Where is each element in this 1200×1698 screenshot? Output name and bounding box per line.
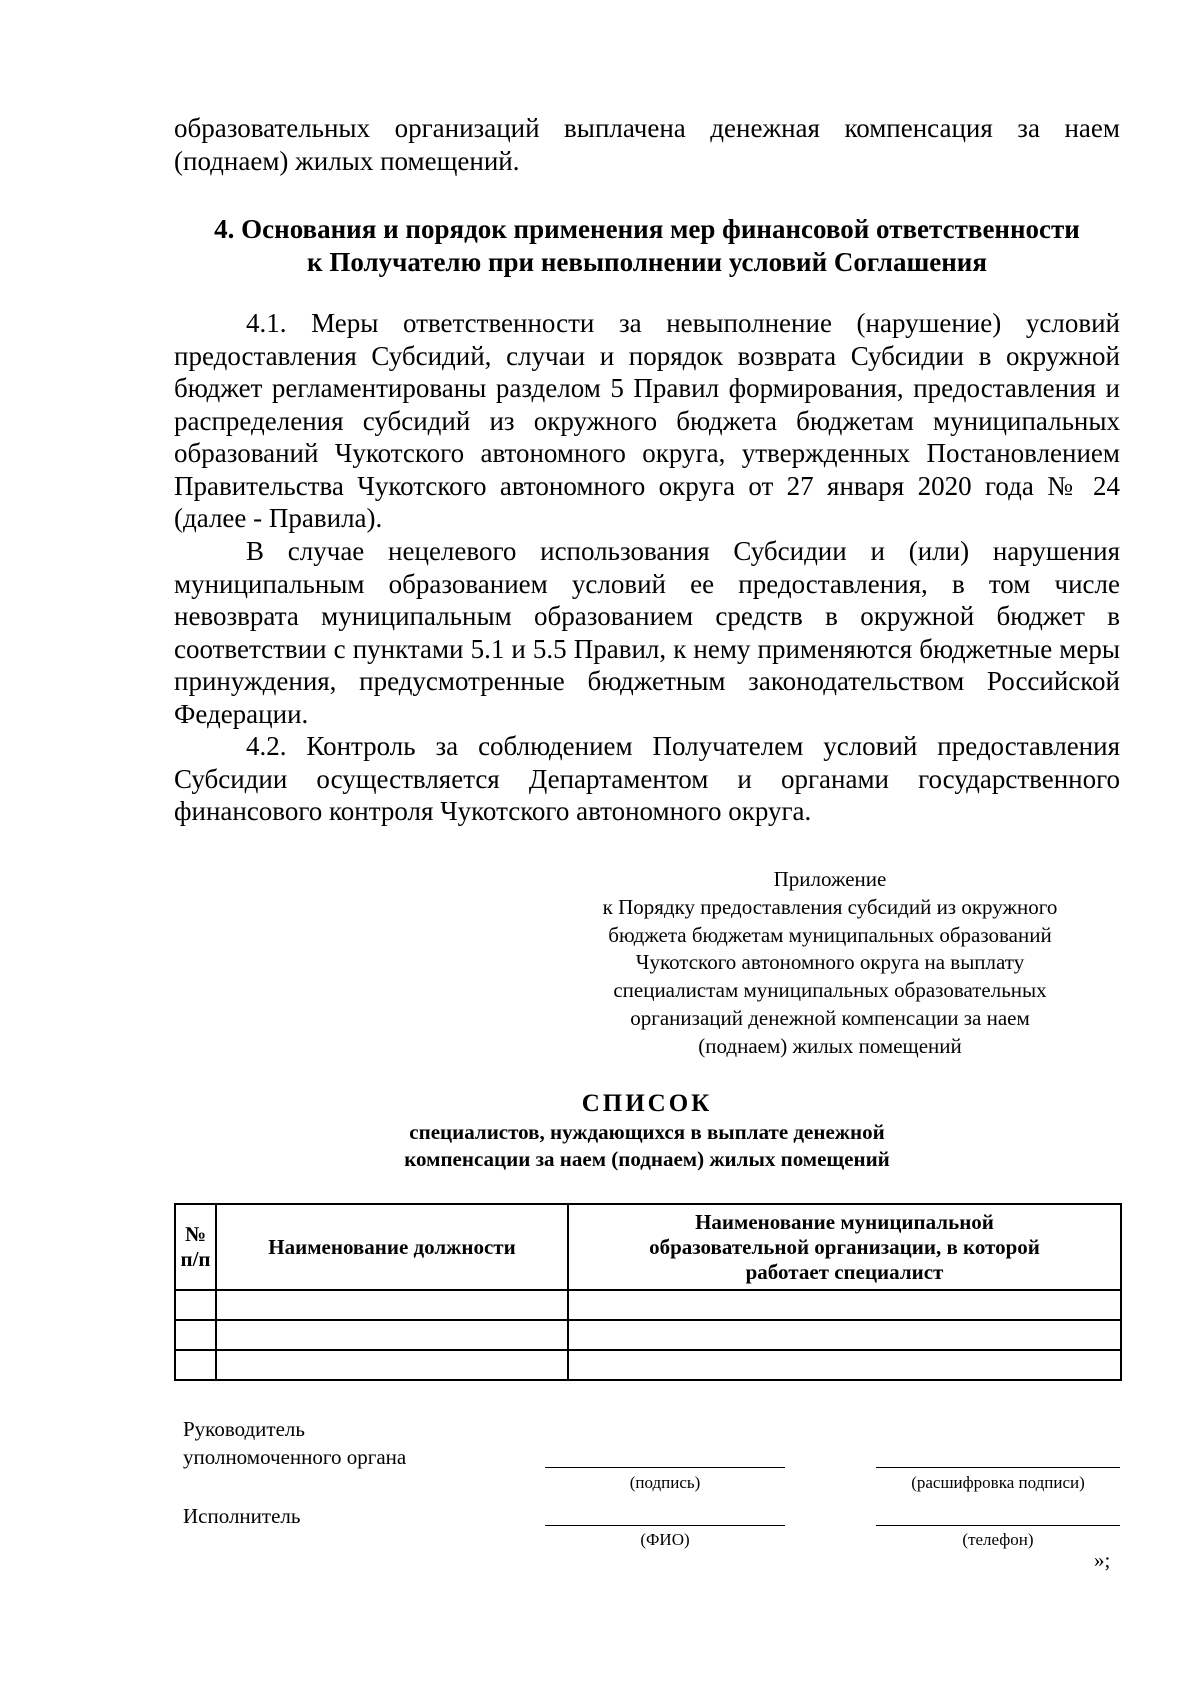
phone-caption: (телефон) <box>962 1530 1034 1549</box>
list-subtitle-line1: специалистов, нуждающихся в выплате денежной <box>409 1120 885 1144</box>
header-organization <box>568 1204 1121 1290</box>
executor-label: Исполнитель <box>183 1504 301 1528</box>
section-title-line1: 4. Основания и порядок применения мер финансовой ответственности <box>214 214 1080 244</box>
list-subtitle <box>174 1119 1120 1173</box>
section-title <box>174 213 1120 278</box>
table-cell <box>568 1350 1121 1380</box>
header-position: Наименование должности <box>216 1204 568 1290</box>
header-organization-line3: работает специалист <box>745 1259 944 1284</box>
table-cell <box>568 1290 1121 1320</box>
table-row <box>175 1320 1121 1350</box>
fio-caption: (ФИО) <box>640 1530 690 1549</box>
table-cell <box>216 1290 568 1320</box>
appendix-header <box>540 866 1120 1061</box>
decoding-caption: (расшифровка подписи) <box>911 1473 1085 1492</box>
closing-quote: »; <box>1094 1548 1111 1572</box>
appendix-line: к Порядку предоставления субсидий из окружного <box>602 894 1058 919</box>
appendix-line: Приложение <box>773 867 887 891</box>
table-cell <box>216 1320 568 1350</box>
head-label <box>183 1415 406 1471</box>
table-cell <box>216 1350 568 1380</box>
paragraph-4-2: 4.2. Контроль за соблюдением Получателем условий предоставления Субсидии осуществляется Департаментом и органами государственного финансового контроля Чукотского автономного округа. <box>174 731 1120 826</box>
head-label-line2: уполномоченного органа <box>183 1445 407 1469</box>
table-cell <box>568 1320 1121 1350</box>
table-row <box>175 1290 1121 1320</box>
fio-line <box>545 1525 785 1526</box>
section-title-line2: к Получателю при невыполнении условий Соглашения <box>307 246 987 277</box>
header-number-line2: п/п <box>180 1247 211 1271</box>
intro-paragraph: образовательных организаций выплачена денежная компенсация за наем (поднаем) жилых помещений. <box>174 113 1120 176</box>
appendix-line: бюджета бюджетам муниципальных образований <box>608 922 1052 947</box>
table-cell <box>175 1350 216 1380</box>
list-title: СПИСОК <box>581 1090 713 1117</box>
header-organization-line1: Наименование муниципальной <box>695 1209 994 1234</box>
paragraph-4-1: 4.1. Меры ответственности за невыполнение (нарушение) условий предоставления Субсидий, случаи и порядок возврата Субсидии в окружной бюджет регламентированы разделом 5 Правил формирования, предоставления и распределения субсидий из окружного бюджета бюджетам муниципальных образований Чукотского автономного округа, утвержденных Постановлением Правительства Чукотского автономного округа от 27 января 2020 года № 24 (далее - Правила). <box>174 308 1120 533</box>
decoding-line <box>876 1467 1120 1468</box>
paragraph-misuse: В случае нецелевого использования Субсидии и (или) нарушения муниципальным образованием условий ее предоставления, в том числе невозврата муниципальным образованием средств в окружной бюджет в соответствии с пунктами 5.1 и 5.5 Правил, к нему применяются бюджетные меры принуждения, предусмотренные бюджетным законодательством Российской Федерации. <box>174 536 1120 729</box>
phone-line <box>876 1525 1120 1526</box>
specialists-table <box>174 1203 1122 1381</box>
table-header-row <box>175 1204 1121 1290</box>
header-number-line1: № <box>184 1222 207 1246</box>
signature-caption: (подпись) <box>629 1473 701 1492</box>
header-organization-line2: образовательной организации, в которой <box>649 1234 1040 1259</box>
appendix-line: специалистам муниципальных образовательных <box>613 978 1047 1003</box>
head-label-line1: Руководитель <box>183 1417 305 1441</box>
appendix-line: организаций денежной компенсации за наем <box>630 1005 1030 1030</box>
signature-line <box>545 1467 785 1468</box>
table-row <box>175 1350 1121 1380</box>
appendix-line: (поднаем) жилых помещений <box>698 1033 962 1058</box>
list-subtitle-line2: компенсации за наем (поднаем) жилых помещений <box>404 1147 890 1171</box>
table-cell <box>175 1320 216 1350</box>
table-cell <box>175 1290 216 1320</box>
appendix-line: Чукотского автономного округа на выплату <box>635 950 1025 975</box>
header-number <box>175 1204 216 1290</box>
